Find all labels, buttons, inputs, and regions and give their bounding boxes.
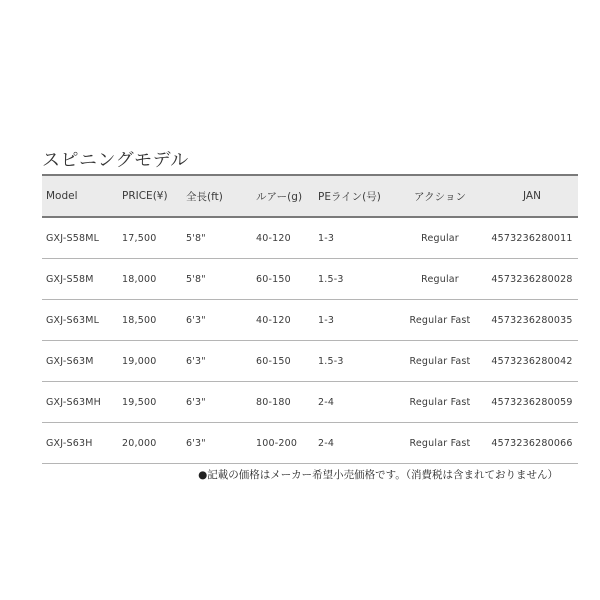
cell-jan: 4573236280059 xyxy=(486,382,578,423)
cell-pe-line: 1-3 xyxy=(314,217,394,259)
cell-jan: 4573236280035 xyxy=(486,300,578,341)
cell-price: 19,500 xyxy=(118,382,182,423)
cell-pe-line: 1-3 xyxy=(314,300,394,341)
price-note: ●記載の価格はメーカー希望小売価格です。（消費税は含まれておりません） xyxy=(198,469,558,481)
cell-action: Regular xyxy=(394,217,486,259)
cell-length: 5'8" xyxy=(182,259,252,300)
cell-action: Regular Fast xyxy=(394,300,486,341)
cell-pe-line: 1.5-3 xyxy=(314,341,394,382)
spec-table xyxy=(42,174,578,464)
cell-action: Regular Fast xyxy=(394,382,486,423)
table-row xyxy=(42,217,578,259)
cell-price: 18,500 xyxy=(118,300,182,341)
cell-lure: 100-200 xyxy=(252,423,314,464)
cell-lure: 40-120 xyxy=(252,300,314,341)
cell-lure: 60-150 xyxy=(252,341,314,382)
cell-action: Regular Fast xyxy=(394,341,486,382)
cell-length: 6'3" xyxy=(182,341,252,382)
cell-length: 6'3" xyxy=(182,423,252,464)
cell-lure: 80-180 xyxy=(252,382,314,423)
cell-length: 5'8" xyxy=(182,217,252,259)
cell-pe-line: 2-4 xyxy=(314,382,394,423)
cell-model: GXJ-S58ML xyxy=(42,217,118,259)
cell-model: GXJ-S63H xyxy=(42,423,118,464)
cell-lure: 40-120 xyxy=(252,217,314,259)
cell-pe-line: 2-4 xyxy=(314,423,394,464)
table-header xyxy=(42,175,578,217)
section-title: スピニングモデル xyxy=(42,150,189,171)
cell-action: Regular xyxy=(394,259,486,300)
table-row xyxy=(42,341,578,382)
cell-model: GXJ-S63M xyxy=(42,341,118,382)
cell-pe-line: 1.5-3 xyxy=(314,259,394,300)
header-jan: JAN xyxy=(486,175,578,217)
cell-jan: 4573236280011 xyxy=(486,217,578,259)
header-row xyxy=(42,175,578,217)
cell-jan: 4573236280028 xyxy=(486,259,578,300)
cell-action: Regular Fast xyxy=(394,423,486,464)
table-row xyxy=(42,259,578,300)
cell-lure: 60-150 xyxy=(252,259,314,300)
table-row xyxy=(42,382,578,423)
cell-model: GXJ-S58M xyxy=(42,259,118,300)
header-pe-line: PEライン(号) xyxy=(314,175,394,217)
header-price: PRICE(¥) xyxy=(118,175,182,217)
cell-jan: 4573236280066 xyxy=(486,423,578,464)
header-action: アクション xyxy=(394,175,486,217)
cell-length: 6'3" xyxy=(182,300,252,341)
cell-price: 17,500 xyxy=(118,217,182,259)
cell-jan: 4573236280042 xyxy=(486,341,578,382)
header-lure: ルアー(g) xyxy=(252,175,314,217)
header-length: 全長(ft) xyxy=(182,175,252,217)
cell-length: 6'3" xyxy=(182,382,252,423)
table-row xyxy=(42,423,578,464)
cell-model: GXJ-S63ML xyxy=(42,300,118,341)
table-row xyxy=(42,300,578,341)
cell-model: GXJ-S63MH xyxy=(42,382,118,423)
cell-price: 18,000 xyxy=(118,259,182,300)
table-body xyxy=(42,217,578,464)
cell-price: 19,000 xyxy=(118,341,182,382)
cell-price: 20,000 xyxy=(118,423,182,464)
header-model: Model xyxy=(42,175,118,217)
